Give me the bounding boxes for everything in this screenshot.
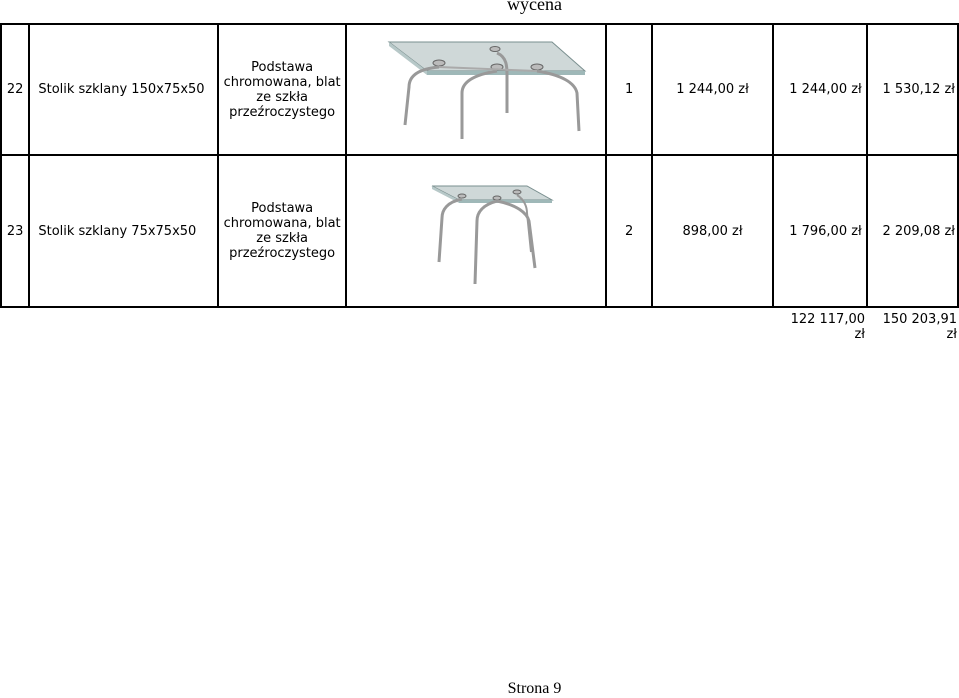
desc-line: przeźroczystego [229, 246, 336, 261]
desc-line: ze szkła [256, 89, 309, 105]
item-gross-value: 2 209,08 zł [867, 155, 958, 307]
desc-line: chromowana, blat [223, 216, 341, 231]
item-image-cell [346, 24, 606, 155]
item-unit-price: 898,00 zł [652, 155, 772, 307]
item-description [218, 24, 346, 155]
item-quantity: 1 [606, 24, 653, 155]
glass-table-large-image [347, 27, 603, 152]
item-number: 22 [1, 24, 29, 155]
desc-line: ze szkła [256, 231, 309, 246]
desc-line: chromowana, blat [223, 74, 341, 90]
page-header: wycena [507, 0, 562, 14]
item-gross-value: 1 530,12 zł [867, 24, 958, 155]
desc-line: Podstawa [251, 201, 314, 216]
item-name: Stolik szklany 150x75x50 [29, 24, 218, 155]
item-unit-price: 1 244,00 zł [652, 24, 772, 155]
total-gross: 150 203,91 zł [882, 312, 957, 342]
item-number: 23 [1, 155, 29, 307]
glass-table-small-image [347, 158, 603, 304]
item-net-value: 1 796,00 zł [773, 155, 867, 307]
quote-table [0, 23, 959, 308]
total-net: 122 117,00 zł [790, 312, 865, 342]
item-image-cell [346, 155, 606, 307]
item-net-value: 1 244,00 zł [773, 24, 867, 155]
table-row [1, 155, 958, 307]
table-row [1, 24, 958, 155]
item-description [218, 155, 346, 307]
page-number: Strona 9 [507, 680, 562, 697]
desc-line: przeźroczystego [229, 104, 336, 120]
item-quantity: 2 [606, 155, 653, 307]
desc-line: Podstawa [251, 59, 314, 75]
item-name: Stolik szklany 75x75x50 [29, 155, 218, 307]
